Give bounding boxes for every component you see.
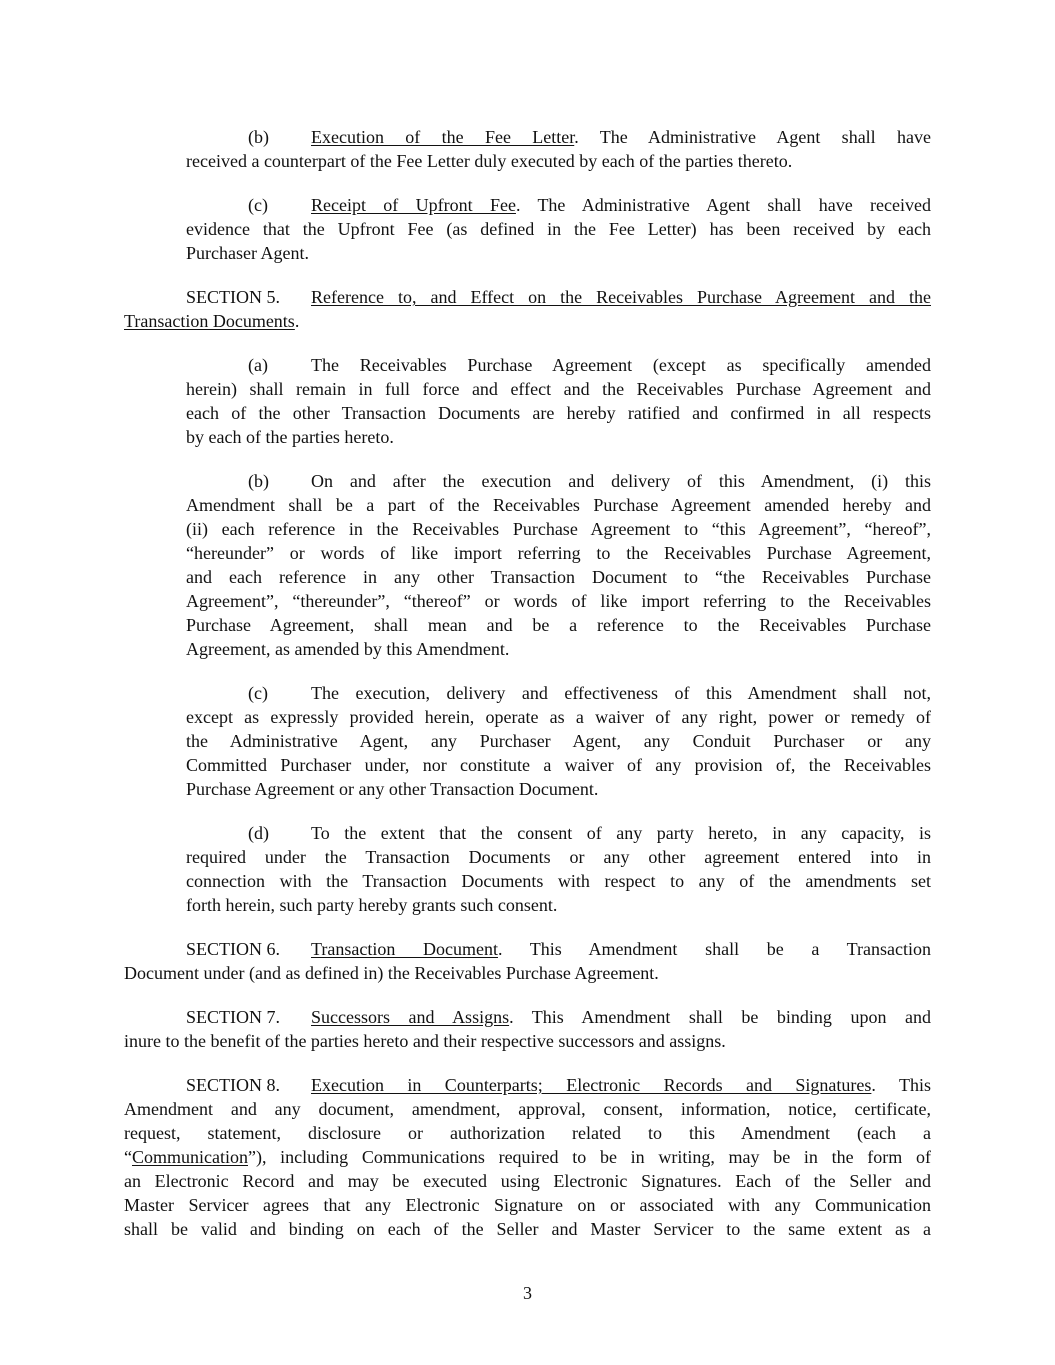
paragraph-label: (c) [248, 195, 268, 215]
text-segment: except as expressly provided herein, operate as a waiver of any right, power or remedy of [186, 707, 931, 727]
text-segment: (ii) each reference in the Receivables Purchase Agreement to “this Agreement”, “hereof”, [186, 519, 931, 539]
text-line [124, 961, 931, 985]
text-line [186, 637, 931, 661]
text-line [124, 285, 931, 309]
text-segment: required under the Transaction Documents or any other agreement entered into in [186, 847, 931, 867]
text-segment: On and after the execution and delivery of this Amendment, (i) this [311, 471, 931, 491]
text-segment: “ [124, 1147, 132, 1167]
underlined-heading: Execution in Counterparts; Electronic Records and Signatures [311, 1075, 872, 1095]
section-paragraph [0, 1005, 1055, 1053]
text-segment: Agreement, as amended by this Amendment. [186, 639, 510, 659]
text-line [124, 1005, 931, 1029]
text-segment: herein) shall remain in full force and effect and the Receivables Purchase Agreement and [186, 379, 931, 399]
text-segment: ”), including Communications required to be in writing, may be in the form of [248, 1147, 931, 1167]
text-line [124, 1169, 931, 1193]
text-segment: The Receivables Purchase Agreement (except as specifically amended [311, 355, 931, 375]
text-line [186, 241, 931, 265]
text-line [124, 1073, 931, 1097]
paragraph-label: (b) [248, 127, 269, 147]
text-segment: To the extent that the consent of any party hereto, in any capacity, is [311, 823, 931, 843]
text-line [186, 149, 931, 173]
subsection-paragraph [0, 353, 1055, 449]
subsection-paragraph [0, 821, 1055, 917]
text-line [186, 729, 931, 753]
text-line [186, 869, 931, 893]
text-line [186, 753, 931, 777]
text-segment: The execution, delivery and effectiveness of this Amendment shall not, [311, 683, 931, 703]
text-line [186, 589, 931, 613]
subsection-paragraph [0, 125, 1055, 173]
paragraph-label: (d) [248, 823, 269, 843]
text-segment: Committed Purchaser under, nor constitute a waiver of any provision of, the Receivables [186, 755, 931, 775]
text-segment: the Administrative Agent, any Purchaser Agent, any Conduit Purchaser or any [186, 731, 931, 751]
text-line [186, 377, 931, 401]
underlined-heading: Communication [132, 1147, 248, 1167]
subsection-paragraph [0, 193, 1055, 265]
underlined-heading: Transaction Document [311, 939, 498, 959]
underlined-heading: Receipt of Upfront Fee [311, 195, 516, 215]
text-segment: Purchase Agreement or any other Transaction Document. [186, 779, 599, 799]
text-segment: evidence that the Upfront Fee (as defined in the Fee Letter) has been received by each [186, 219, 931, 239]
text-segment: received a counterpart of the Fee Letter duly executed by each of the parties thereto. [186, 151, 793, 171]
paragraph-label: SECTION 8. [186, 1075, 280, 1095]
text-line [186, 125, 931, 149]
text-segment: . This Amendment shall be binding upon and [509, 1007, 931, 1027]
text-line [186, 193, 931, 217]
subsection-paragraph [0, 469, 1055, 661]
text-line [186, 681, 931, 705]
text-segment: “hereunder” or words of like import referring to the Receivables Purchase Agreement, [186, 543, 931, 563]
text-line [186, 425, 931, 449]
text-line [186, 517, 931, 541]
text-line [124, 1145, 931, 1169]
text-segment: Purchaser Agent. [186, 243, 309, 263]
page-number: 3 [523, 1283, 532, 1303]
text-line [186, 705, 931, 729]
underlined-heading: Transaction Documents [124, 311, 295, 331]
text-line [186, 613, 931, 637]
text-segment: Amendment shall be a part of the Receivables Purchase Agreement amended hereby and [186, 495, 931, 515]
text-line [186, 493, 931, 517]
text-line [186, 401, 931, 425]
text-line [186, 541, 931, 565]
text-segment: . This [871, 1075, 931, 1095]
paragraph-label: (b) [248, 471, 269, 491]
text-segment: Master Servicer agrees that any Electronic Signature on or associated with any Communication [124, 1195, 931, 1215]
text-segment: . The Administrative Agent shall have received [515, 195, 931, 215]
text-line [186, 821, 931, 845]
text-line [124, 1097, 931, 1121]
text-line [186, 845, 931, 869]
underlined-heading: Successors and Assigns [311, 1007, 510, 1027]
text-segment: Agreement”, “thereunder”, “thereof” or words of like import referring to the Receivables [186, 591, 931, 611]
text-line [186, 469, 931, 493]
text-segment: shall be valid and binding on each of the Seller and Master Servicer to the same extent as a [124, 1219, 931, 1239]
text-segment: each of the other Transaction Documents are hereby ratified and confirmed in all respects [186, 403, 931, 423]
text-segment: an Electronic Record and may be executed using Electronic Signatures. Each of the Seller and [124, 1171, 931, 1191]
text-segment: by each of the parties hereto. [186, 427, 394, 447]
paragraph-label: SECTION 5. [186, 287, 280, 307]
text-segment: forth herein, such party hereby grants such consent. [186, 895, 558, 915]
section-paragraph [0, 285, 1055, 333]
text-line [124, 1193, 931, 1217]
text-segment: Document under (and as defined in) the Receivables Purchase Agreement. [124, 963, 659, 983]
text-line [124, 1121, 931, 1145]
document-body [0, 125, 1055, 1261]
text-line [124, 1029, 931, 1053]
paragraph-label: (c) [248, 683, 268, 703]
text-line [186, 893, 931, 917]
underlined-heading: Reference to, and Effect on the Receivables Purchase Agreement and the [311, 287, 931, 307]
text-line [124, 1217, 931, 1241]
text-line [124, 937, 931, 961]
text-line [186, 565, 931, 589]
text-line [124, 309, 931, 333]
paragraph-label: SECTION 6. [186, 939, 280, 959]
text-segment: and each reference in any other Transaction Document to “the Receivables Purchase [186, 567, 931, 587]
paragraph-label: SECTION 7. [186, 1007, 280, 1027]
text-line [186, 353, 931, 377]
section-paragraph [0, 1073, 1055, 1241]
paragraph-label: (a) [248, 355, 268, 375]
underlined-heading: Execution of the Fee Letter [311, 127, 575, 147]
text-segment: . This Amendment shall be a Transaction [497, 939, 931, 959]
subsection-paragraph [0, 681, 1055, 801]
text-segment: request, statement, disclosure or authorization related to this Amendment (each a [124, 1123, 931, 1143]
text-segment: . The Administrative Agent shall have [574, 127, 931, 147]
text-line [186, 217, 931, 241]
text-line [186, 777, 931, 801]
text-segment: . [294, 311, 300, 331]
section-paragraph [0, 937, 1055, 985]
text-segment: inure to the benefit of the parties hereto and their respective successors and assigns. [124, 1031, 726, 1051]
text-segment: Purchase Agreement, shall mean and be a reference to the Receivables Purchase [186, 615, 931, 635]
text-segment: Amendment and any document, amendment, approval, consent, information, notice, certificate, [124, 1099, 931, 1119]
text-segment: connection with the Transaction Documents with respect to any of the amendments set [186, 871, 931, 891]
